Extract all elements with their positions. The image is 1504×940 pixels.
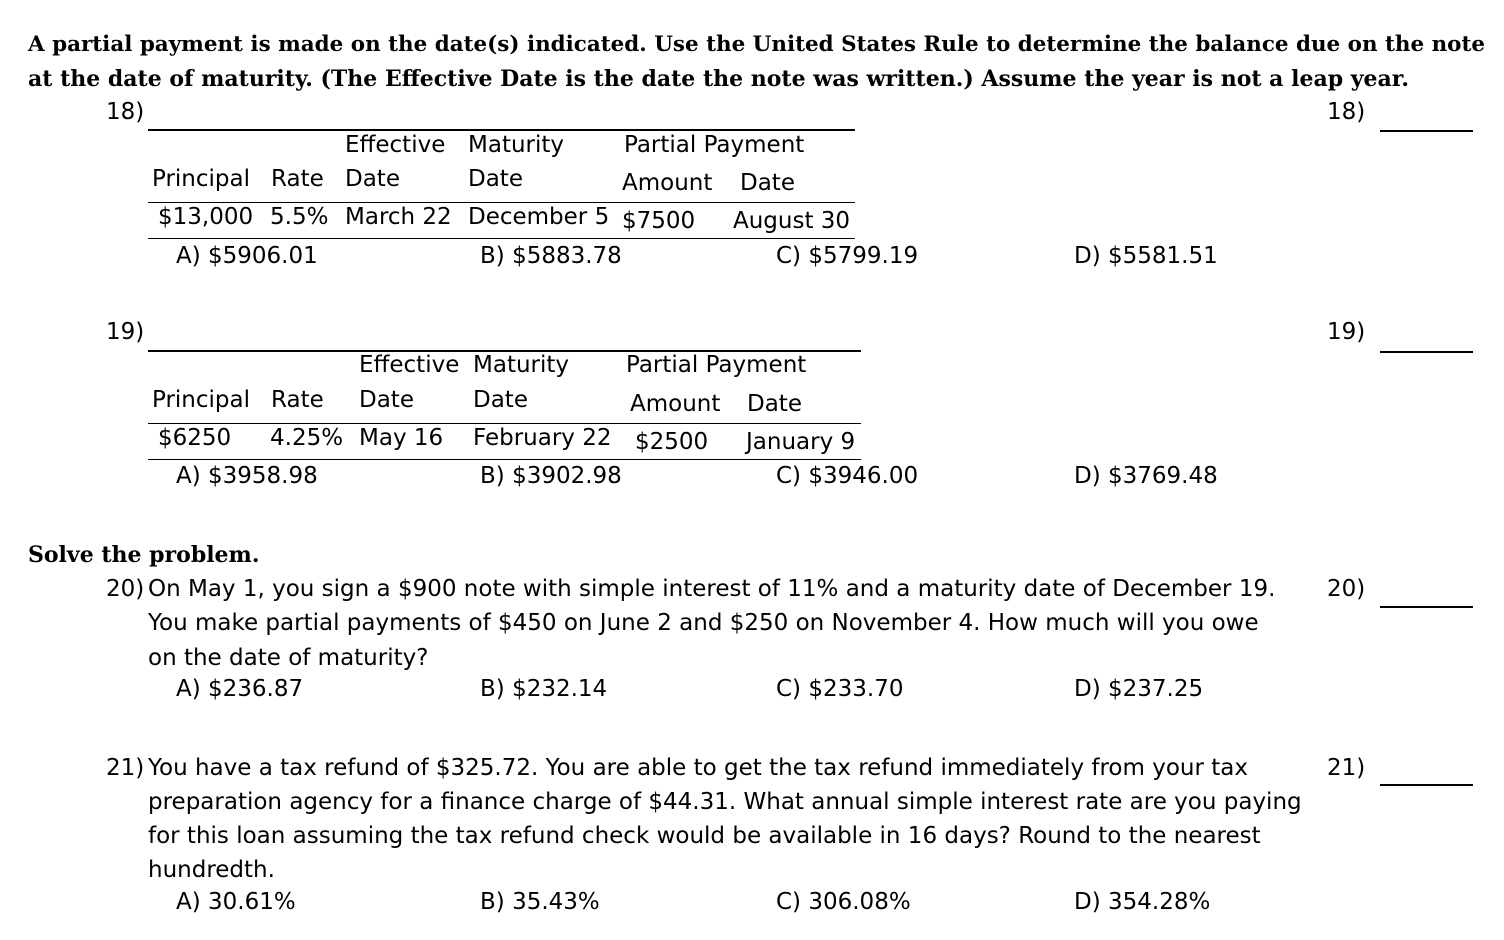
header-rate: Rate	[271, 166, 324, 192]
table-bottom-rule	[148, 459, 861, 460]
header-amount: Amount	[622, 170, 713, 196]
choice-a[interactable]: A) $3958.98	[176, 463, 318, 489]
cell-payment-date: January 9	[746, 429, 856, 455]
question-text-line-2: preparation agency for a finance charge of $44.31. What annual simple interest rate are you paying	[148, 789, 1302, 815]
table-header-rule	[148, 423, 861, 424]
choice-d[interactable]: D) $237.25	[1074, 676, 1204, 702]
header-maturity: Maturity	[468, 132, 565, 158]
table-header-rule	[148, 202, 855, 203]
choice-a[interactable]: A) $236.87	[176, 676, 304, 702]
choice-c[interactable]: C) $3946.00	[776, 463, 919, 489]
header-amount: Amount	[630, 391, 721, 417]
choice-b[interactable]: B) $232.14	[480, 676, 608, 702]
choice-c[interactable]: C) $233.70	[776, 676, 904, 702]
cell-maturity-date: December 5	[468, 204, 610, 230]
cell-maturity-date: February 22	[473, 425, 612, 451]
cell-payment-date: August 30	[733, 208, 851, 234]
choice-b[interactable]: B) $5883.78	[480, 243, 622, 269]
section-heading: Solve the problem.	[28, 542, 260, 568]
table-bottom-rule	[148, 238, 855, 239]
table-top-rule	[148, 129, 855, 131]
header-effective-date: Date	[345, 166, 400, 192]
answer-blank[interactable]	[1380, 130, 1473, 132]
cell-effective-date: March 22	[345, 204, 452, 230]
cell-principal: $13,000	[158, 204, 254, 230]
instructions-line-2: at the date of maturity. (The Effective Date is the date the note was written.) Assume the year is not a leap year.	[28, 66, 1410, 92]
choice-c[interactable]: C) 306.08%	[776, 889, 911, 915]
question-number: 19)	[106, 319, 145, 345]
choice-b[interactable]: B) $3902.98	[480, 463, 622, 489]
header-payment-date: Date	[747, 391, 802, 417]
question-text-line-4: hundredth.	[148, 857, 275, 883]
choice-d[interactable]: D) $3769.48	[1074, 463, 1218, 489]
header-maturity: Maturity	[473, 352, 570, 378]
question-number: 18)	[106, 99, 145, 125]
answer-blank[interactable]	[1380, 606, 1473, 608]
choice-c[interactable]: C) $5799.19	[776, 243, 919, 269]
cell-payment-amount: $2500	[635, 429, 709, 455]
question-text-line-2: You make partial payments of $450 on June 2 and $250 on November 4. How much will you owe	[148, 610, 1259, 636]
header-effective-date: Date	[359, 387, 414, 413]
header-principal: Principal	[152, 387, 251, 413]
header-effective: Effective	[345, 132, 446, 158]
question-text-line-3: on the date of maturity?	[148, 645, 429, 671]
question-text-line-3: for this loan assuming the tax refund check would be available in 16 days? Round to the nearest	[148, 823, 1261, 849]
header-maturity-date: Date	[468, 166, 523, 192]
cell-rate: 5.5%	[270, 204, 329, 230]
header-partial-payment: Partial Payment	[626, 352, 807, 378]
cell-rate: 4.25%	[270, 425, 344, 451]
answer-number: 19)	[1327, 319, 1366, 345]
answer-number: 20)	[1327, 576, 1366, 602]
answer-number: 21)	[1327, 755, 1366, 781]
choice-d[interactable]: D) $5581.51	[1074, 243, 1218, 269]
header-effective: Effective	[359, 352, 460, 378]
cell-payment-amount: $7500	[622, 208, 696, 234]
question-number: 20)	[106, 576, 145, 602]
question-text-line-1: You have a tax refund of $325.72. You are able to get the tax refund immediately from your tax	[148, 755, 1248, 781]
question-number: 21)	[106, 755, 145, 781]
choice-a[interactable]: A) 30.61%	[176, 889, 296, 915]
header-maturity-date: Date	[473, 387, 528, 413]
header-partial-payment: Partial Payment	[624, 132, 805, 158]
choice-d[interactable]: D) 354.28%	[1074, 889, 1211, 915]
cell-principal: $6250	[158, 425, 232, 451]
answer-number: 18)	[1327, 99, 1366, 125]
answer-blank[interactable]	[1380, 784, 1473, 786]
choice-a[interactable]: A) $5906.01	[176, 243, 318, 269]
header-principal: Principal	[152, 166, 251, 192]
choice-b[interactable]: B) 35.43%	[480, 889, 600, 915]
header-rate: Rate	[271, 387, 324, 413]
instructions-line-1: A partial payment is made on the date(s) indicated. Use the United States Rule to determine the balance due on the note	[28, 32, 1486, 57]
header-payment-date: Date	[740, 170, 795, 196]
cell-effective-date: May 16	[359, 425, 444, 451]
question-text-line-1: On May 1, you sign a $900 note with simple interest of 11% and a maturity date of December 19.	[148, 576, 1276, 602]
answer-blank[interactable]	[1380, 351, 1473, 353]
